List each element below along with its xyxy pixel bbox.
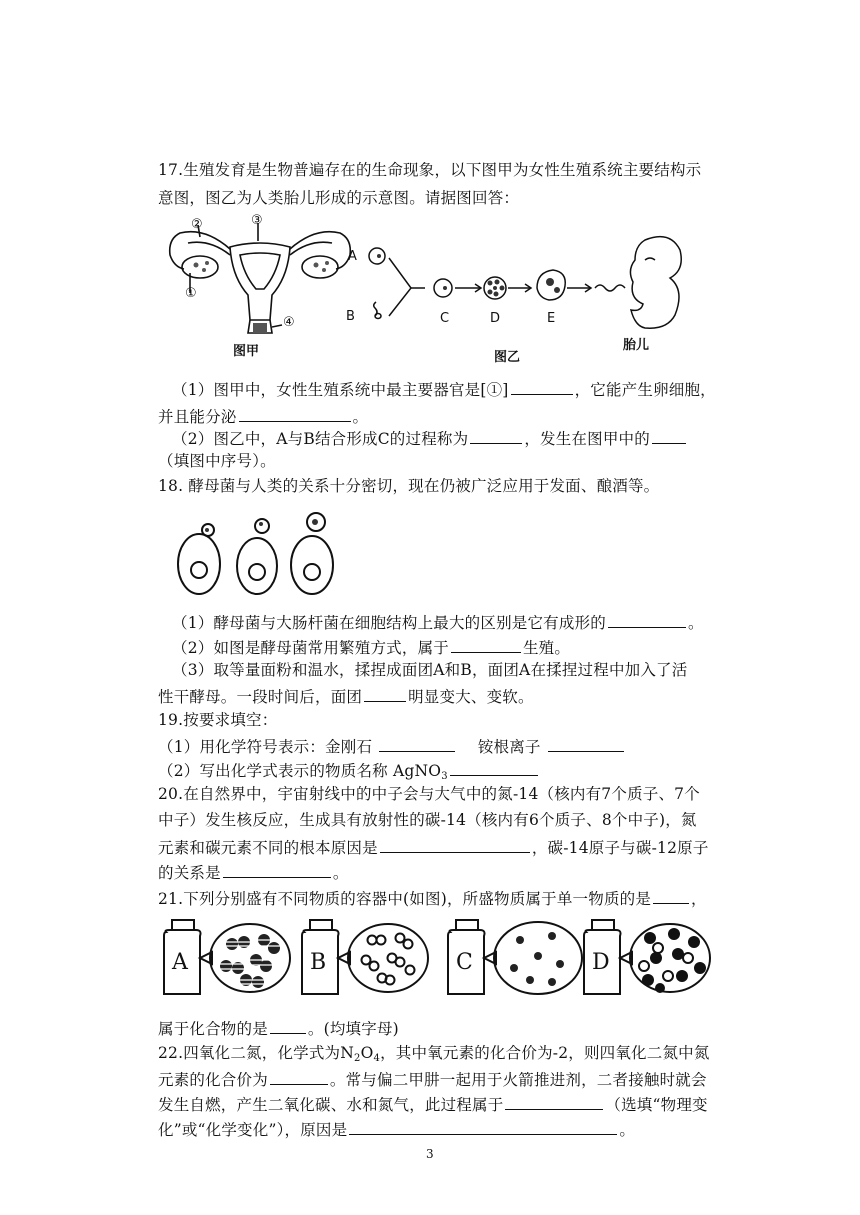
q18-line1: 18. 酵母菌与人类的关系十分密切，现在仍被广泛应用于发面、酿酒等。	[158, 477, 660, 495]
answer-blank[interactable]	[223, 861, 331, 878]
q22-line4: 化”或“化学变化”），原因是 。	[158, 1118, 635, 1140]
answer-blank[interactable]	[470, 427, 522, 444]
answer-blank[interactable]	[450, 759, 538, 776]
q20-line2: 中子）发生核反应，生成具有放射性的碳-14（核内有6个质子、8个中子)，氮	[158, 811, 697, 829]
q17-line1: 17.生殖发育是生物普遍存在的生命现象，以下图甲为女性生殖系统主要结构示	[158, 161, 702, 179]
answer-blank[interactable]	[608, 611, 686, 628]
answer-blank[interactable]	[380, 836, 530, 853]
q18-s2: （2）如图是酵母菌常用繁殖方式，属于 生殖。	[172, 636, 570, 658]
q20-line4: 的关系是 。	[158, 861, 349, 883]
q18-s1: （1）酵母菌与大肠杆菌在细胞结构上最大的区别是它有成形的 。	[172, 611, 704, 633]
mark-1: ①	[185, 286, 197, 301]
label-C: C	[440, 311, 450, 326]
q17-line2: 意图，图乙为人类胎儿形成的示意图。请据图回答：	[158, 189, 520, 207]
answer-blank[interactable]	[652, 427, 686, 444]
q21-line2: 属于化合物的是 。(均填字母)	[158, 1017, 399, 1039]
jar-label-B: B	[310, 950, 327, 975]
label-A: A	[348, 249, 357, 264]
mark-2: ②	[191, 217, 203, 232]
jar-label-A: A	[172, 950, 188, 975]
q22-line3: 发生自燃，产生二氧化碳、水和氮气，此过程属于 （选填“物理变	[158, 1093, 708, 1115]
q18-s3-line1: （3）取等量面粉和温水，揉捏成面团A和B，面团A在揉捏过程中加入了活	[172, 661, 688, 679]
answer-blank[interactable]	[349, 1118, 617, 1135]
answer-blank[interactable]	[653, 887, 689, 904]
answer-blank[interactable]	[239, 405, 351, 422]
mark-4: ④	[283, 315, 295, 330]
q21-line1: 21.下列分别盛有不同物质的容器中(如图)，所盛物质属于单一物质的是 ，	[158, 887, 707, 909]
fig-jia-caption: 图甲	[233, 344, 260, 359]
q22-line2: 元素的化合价为 。常与偏二甲肼一起用于火箭推进剂，二者接触时就会	[158, 1068, 707, 1090]
q19-s2: （2）写出化学式表示的物质名称 AgNO$_3$	[158, 759, 540, 781]
jar-label-C: C	[456, 950, 473, 975]
female-reproductive-diagram	[160, 215, 360, 345]
label-B: B	[346, 309, 355, 324]
mark-3: ③	[251, 213, 263, 228]
q17-s2-line2: （填图中序号）。	[158, 452, 276, 470]
q17-s1-line1: （1）图甲中，女性生殖系统中最主要器官是[①] ，它能产生卵细胞，	[172, 378, 716, 400]
q20-line3: 元素和碳元素不同的根本原因是 ，碳-14原子与碳-12原子	[158, 836, 709, 858]
containers-diagram	[160, 918, 720, 1004]
answer-blank[interactable]	[511, 378, 573, 395]
answer-blank[interactable]	[451, 636, 521, 653]
fig-yi-caption: 图乙	[494, 350, 521, 365]
jar-label-D: D	[592, 950, 610, 975]
yeast-budding-diagram	[174, 510, 344, 600]
q18-s3-line2: 性干酵母。一段时间后，面团 明显变大、变软。	[158, 685, 534, 707]
q17-s1-line2: 并且能分泌 。	[158, 405, 368, 427]
answer-blank[interactable]	[270, 1017, 306, 1034]
q19-s1: （1）用化学符号表示：金刚石 铵根离子	[158, 735, 626, 757]
q19-line1: 19.按要求填空：	[158, 711, 278, 729]
answer-blank[interactable]	[364, 685, 406, 702]
q17-s2-line1: （2）图乙中，A与B结合形成C的过程称为 ，发生在图甲中的	[172, 427, 688, 449]
answer-blank[interactable]	[548, 735, 624, 752]
label-D: D	[490, 311, 501, 326]
label-fetus: 胎儿	[623, 338, 650, 353]
label-E: E	[547, 311, 556, 326]
answer-blank[interactable]	[379, 735, 455, 752]
answer-blank[interactable]	[505, 1093, 603, 1110]
fetus-formation-diagram	[345, 230, 705, 350]
page-number: 3	[426, 1147, 434, 1161]
answer-blank[interactable]	[270, 1068, 328, 1085]
q22-line1: 22.四氧化二氮，化学式为$N_2O_4$，其中氧元素的化合价为-2，则四氧化二氮中氮	[158, 1044, 710, 1064]
q20-line1: 20.在自然界中，宇宙射线中的中子会与大气中的氮-14（核内有7个质子、7个	[158, 785, 700, 803]
